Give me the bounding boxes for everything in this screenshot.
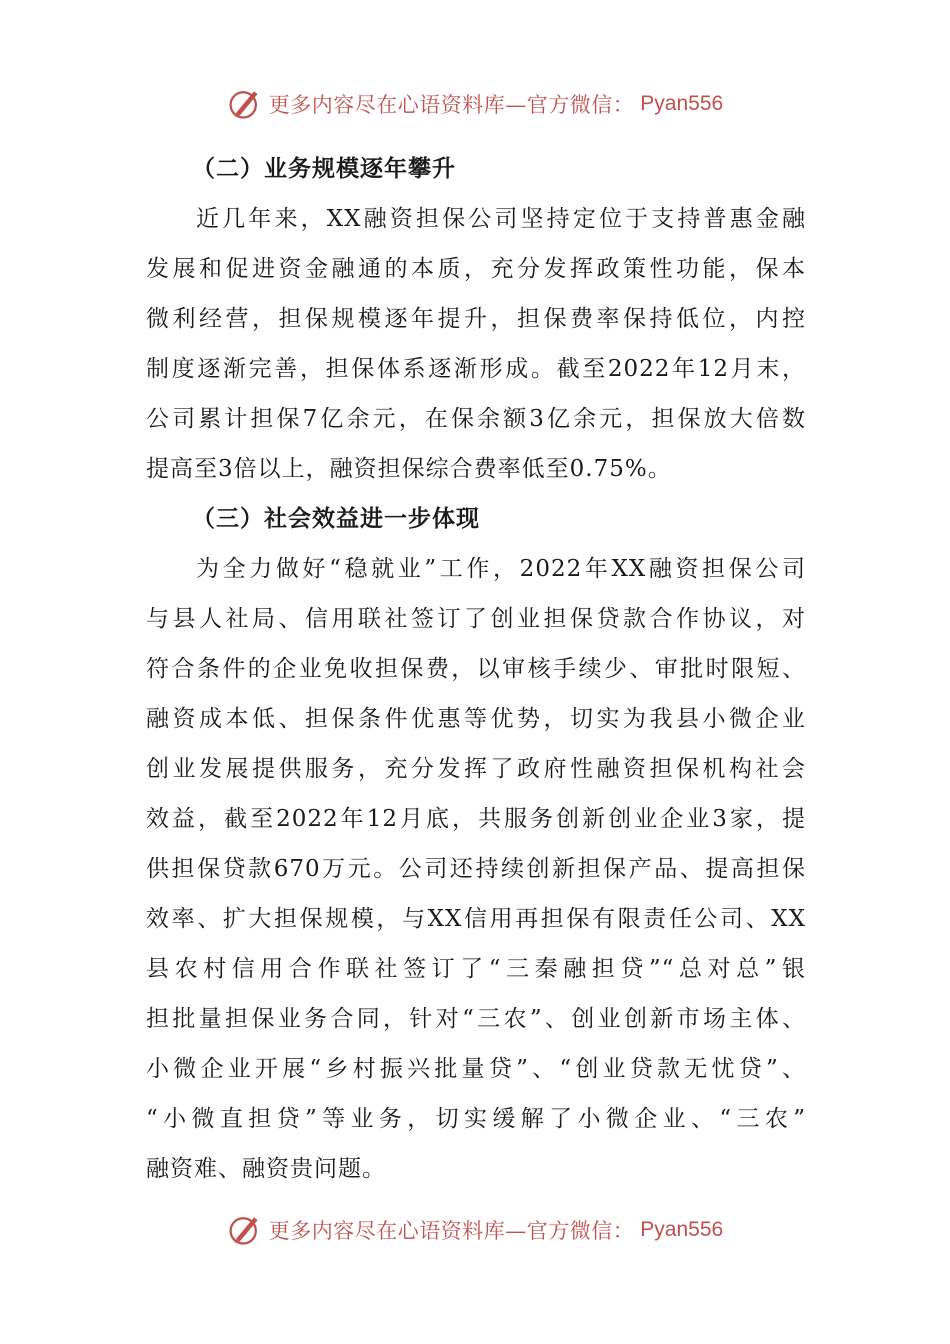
quill-logo-icon: [227, 86, 263, 122]
paragraph-line: 近几年来，XX融资担保公司坚持定位于支持普惠金融: [196, 206, 806, 232]
paragraph-line: 为全力做好“稳就业”工作，2022年XX融资担保公司: [196, 556, 806, 582]
paragraph-line: 公司累计担保7亿余元，在保余额3亿余元，担保放大倍数: [146, 406, 806, 432]
paragraph-line: 符合条件的企业免收担保费，以审核手续少、审批时限短、: [146, 656, 806, 682]
paragraph-line: 融资难、融资贵问题。: [146, 1156, 386, 1182]
document-body: [146, 144, 806, 1194]
watermark-footer: [0, 1210, 950, 1250]
paragraph-line: “小微直担贷”等业务，切实缓解了小微企业、“三农”: [146, 1106, 806, 1132]
watermark-account: Pyan556: [640, 1218, 724, 1241]
paragraph-line: 发展和促进资金融通的本质，充分发挥政策性功能，保本: [146, 256, 806, 282]
paragraph-line: 担批量担保业务合同，针对“三农”、创业创新市场主体、: [146, 1006, 806, 1032]
quill-logo-icon: [227, 1212, 263, 1248]
paragraph-line: 创业发展提供服务，充分发挥了政府性融资担保机构社会: [146, 756, 806, 782]
paragraph-line: 效率、扩大担保规模，与XX信用再担保有限责任公司、XX: [146, 906, 806, 932]
paragraph-line: 县农村信用合作联社签订了“三秦融担贷”“总对总”银: [146, 956, 806, 982]
paragraph-line: 制度逐渐完善，担保体系逐渐形成。截至2022年12月末，: [146, 356, 806, 382]
paragraph-line: 微利经营，担保规模逐年提升，担保费率保持低位，内控: [146, 306, 806, 332]
paragraph-line: 提高至3倍以上，融资担保综合费率低至0.75%。: [146, 456, 672, 482]
paragraph-line: 供担保贷款670万元。公司还持续创新担保产品、提高担保: [146, 856, 806, 882]
paragraph-line: 小微企业开展“乡村振兴批量贷”、“创业贷款无忧贷”、: [146, 1056, 806, 1082]
paragraph-line: 融资成本低、担保条件优惠等优势，切实为我县小微企业: [146, 706, 806, 732]
watermark-text: 更多内容尽在心语资料库—官方微信：: [268, 93, 635, 117]
paragraph-line: 与县人社局、信用联社签订了创业担保贷款合作协议，对: [146, 606, 806, 632]
paragraph-line: 效益，截至2022年12月底，共服务创新创业企业3家，提: [146, 806, 806, 832]
watermark-header: [0, 84, 950, 124]
section-heading: （二）业务规模逐年攀升: [192, 156, 456, 182]
watermark-account: Pyan556: [640, 92, 724, 115]
watermark-text: 更多内容尽在心语资料库—官方微信：: [268, 1219, 635, 1243]
section-heading: （三）社会效益进一步体现: [192, 506, 480, 532]
